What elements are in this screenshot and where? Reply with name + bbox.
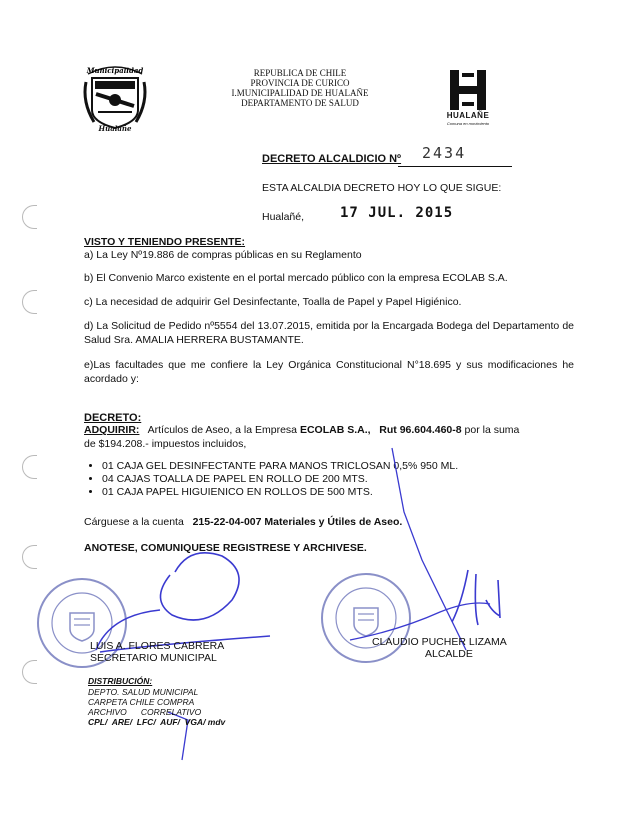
distribucion-line: CPL/ ARE/ LFC/ AUF/ VGA/ mdv xyxy=(88,717,226,727)
adquirir-text-2: por la suma xyxy=(464,424,520,436)
list-item: • 01 CAJA PAPEL HIGUIENICO EN ROLLOS DE 500 MTS. xyxy=(102,486,458,499)
secretario-role: SECRETARIO MUNICIPAL xyxy=(90,652,217,664)
company-name: ECOLAB S.A., xyxy=(299,424,371,436)
visto-c: c) La necesidad de adquirir Gel Desinfectante, Toalla de Papel y Papel Higiénico. xyxy=(84,296,462,308)
brand-tagline: Comuna en movimiento xyxy=(446,121,490,126)
secretario-name: LUIS A. FLORES CABRERA xyxy=(90,640,225,652)
header-republica: REPUBLICA DE CHILE xyxy=(253,68,347,78)
alcalde-role: ALCALDE xyxy=(425,648,473,660)
distribucion-line: CARPETA CHILE COMPRA xyxy=(88,697,195,707)
header-provincia: PROVINCIA DE CURICO xyxy=(250,78,350,88)
visto-d: d) La Solicitud de Pedido nº5554 del 13.07.2015, emitida por la Encargada Bodega del Departamento de Salud Sra. AMALIA HERRERA BUSTAMANTE. xyxy=(84,320,574,346)
list-item: • 01 CAJA GEL DESINFECTANTE PARA MANOS TRICLOSAN 0,5% 950 ML. xyxy=(102,460,458,473)
svg-text:Municipalidad: Municipalidad xyxy=(86,66,144,75)
company-rut: Rut 96.604.460-8 xyxy=(379,424,462,436)
anotese-line: ANOTESE, COMUNIQUESE REGISTRESE Y ARCHIVESE. xyxy=(84,542,367,554)
visto-b: b) El Convenio Marco existente en el portal mercado público con la empresa ECOLAB S.A. xyxy=(84,272,508,284)
visto-e: e)Las facultades que me confiere la Ley Orgánica Constitucional N°18.695 y sus modificaciones he acordado y: xyxy=(84,359,574,385)
brand-name: HUALAÑE xyxy=(446,111,490,120)
distribucion-line: DEPTO. SALUD MUNICIPAL xyxy=(88,687,199,697)
visto-heading: VISTO Y TENIENDO PRESENTE: xyxy=(84,236,246,248)
cargo-label: Cárguese a la cuenta xyxy=(84,516,184,528)
adquirir-text: Artículos de Aseo, a la Empresa xyxy=(147,424,300,436)
adquirir-label: ADQUIRIR: xyxy=(84,424,140,436)
alcalde-name: CLAUDIO PUCHER LIZAMA xyxy=(372,636,507,648)
header-departamento: DEPARTAMENTO DE SALUD xyxy=(241,98,359,108)
decree-place: Hualañé, xyxy=(262,211,305,223)
list-item: • 04 CAJAS TOALLA DE PAPEL EN ROLLO DE 200 MTS. xyxy=(102,473,458,486)
cargo-account: 215-22-04-007 Materiales y Útiles de Aseo. xyxy=(192,516,403,528)
decree-title: DECRETO ALCALDICIO Nº xyxy=(262,153,402,165)
decree-number: 2434 xyxy=(422,144,467,162)
distribucion-line: ARCHIVO CORRELATIVO xyxy=(88,707,202,717)
decreto-heading: DECRETO: xyxy=(84,412,142,424)
decree-date-stamp: 17 JUL. 2015 xyxy=(340,205,454,221)
distribucion-heading: DISTRIBUCIÓN: xyxy=(88,676,153,686)
decree-intro: ESTA ALCALDIA DECRETO HOY LO QUE SIGUE: xyxy=(262,182,502,194)
header-municipalidad: I.MUNICIPALIDAD DE HUALAÑE xyxy=(231,88,369,98)
municipal-logo-bottom-text: Hualañe xyxy=(98,124,132,133)
adquirir-amount: de $194.208.- impuestos incluidos, xyxy=(84,438,247,450)
visto-a: a) La Ley Nº19.886 de compras públicas en su Reglamento xyxy=(84,249,362,261)
